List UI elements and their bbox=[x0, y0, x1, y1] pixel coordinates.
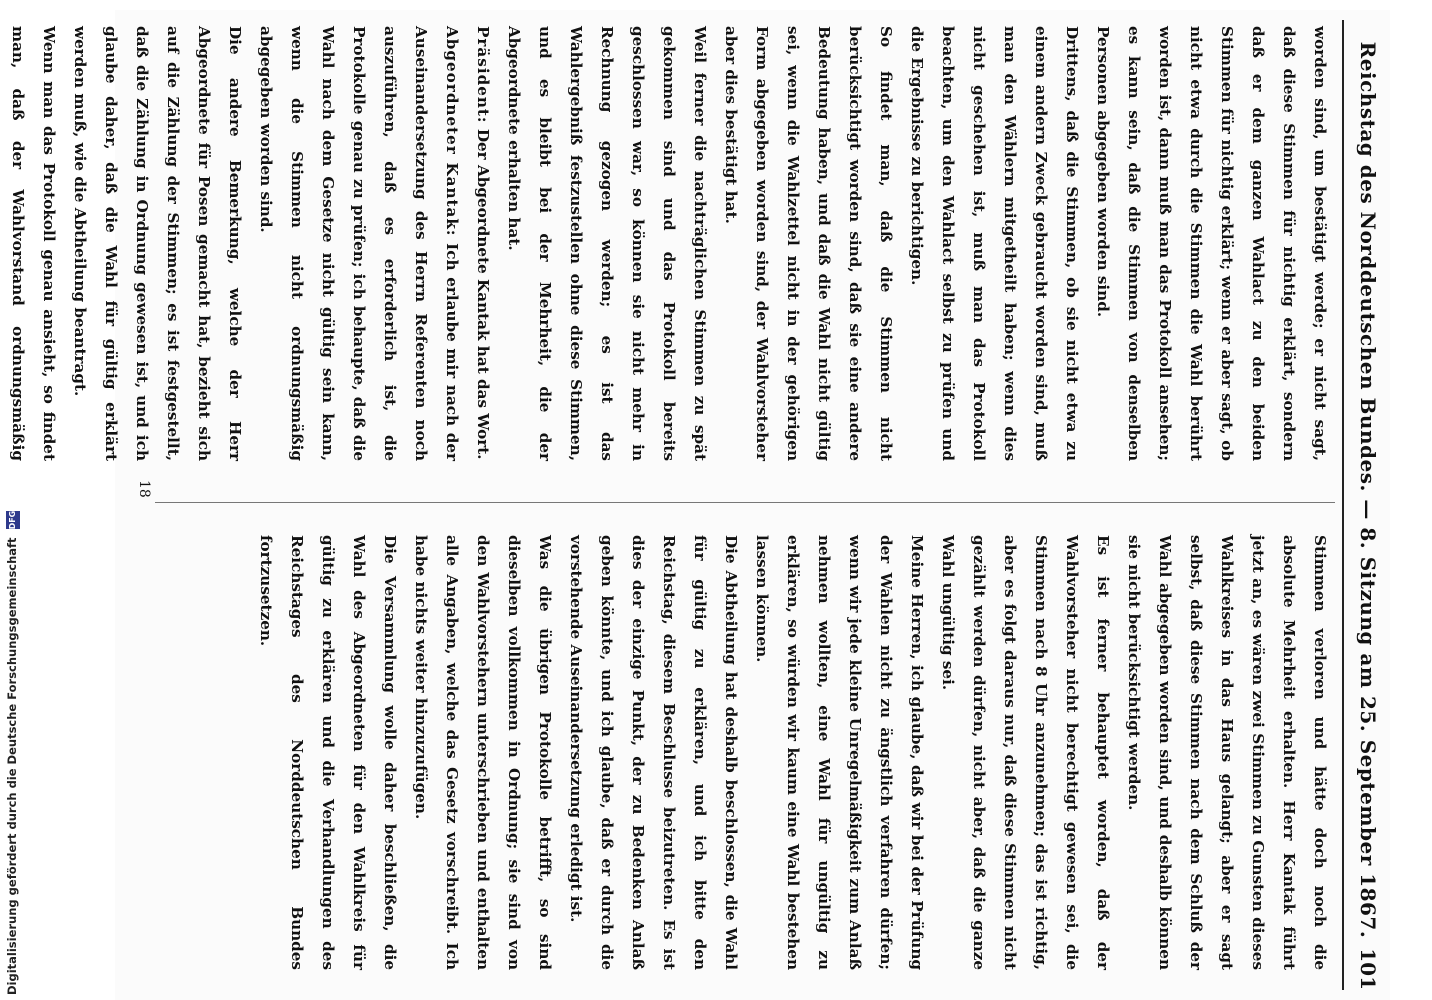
left-column bbox=[9, 26, 1335, 461]
speaker-paragraph bbox=[467, 26, 498, 461]
dfg-funding-stripe bbox=[2, 510, 22, 995]
speech-text: Der Abgeordnete Kantak hat das Wort. bbox=[474, 128, 492, 460]
paragraph: Meine Herren, ich glaube, daß wir bei der Prüfung der Wahlen nicht zu ängstlich verfahren dürfen; wenn wir jede kleine Unregelmäßigkeit zum Anlaß nehmen wollten, eine Wahl für ungültig zu erklären, so würden wir kaum eine Wahl bestehen lassen können. bbox=[753, 535, 926, 970]
paragraph: Es ist ferner behauptet worden, daß der Wahlvorsteher nicht berechtigt gewesen sei, die Stimmen nach 8 Uhr anzunehmen; das ist richtig, aber es folgt daraus nur, daß diese Stimmen nicht gezählt werden dürfen, nicht aber, daß die ganze Wahl ungültig sei. bbox=[939, 535, 1112, 970]
paragraph: So findet man, daß die Stimmen nicht berücksichtigt worden sind, daß sie eine andere Bedeutung haben, und daß die Wahl nicht gültig sei, wenn die Wahlzettel nicht in der gehörigen Form abgegeben worden sind, der Wahlvorsteher aber dies bestätigt hat. bbox=[722, 26, 895, 461]
right-column bbox=[165, 535, 1335, 970]
speech-text: Ich erlaube mir nach der Auseinandersetzung des Herrn Referenten noch auszuführen, daß es erforderlich ist, die Protokolle genau zu prüfen; ich behaupte, daß die Wahl nach dem Gesetze nicht gültig sein kann, wenn die Stimmen nicht ordnungsmäßig abgegeben worden sind. bbox=[257, 26, 461, 461]
speaker-name: Präsident: bbox=[474, 26, 492, 124]
page-number: 101 bbox=[1356, 948, 1380, 990]
paragraph: Drittens, daß die Stimmen, ob sie nicht etwa zu einem andern Zweck gebraucht worden sind, muß man den Wählern mitgetheilt haben; wenn dies nicht geschehen ist, muß man das Protokoll beachten, um den Wahlact selbst zu prüfen und die Ergebnisse zu berichtigen. bbox=[908, 26, 1081, 461]
paragraph: Die Abtheilung hat deshalb beschlossen, die Wahl für gültig zu erklären, und ich bitte den Reichstag, diesem Beschlusse beizutreten. Es ist dies der einzige Punkt, der zu Bedenken Anlaß geben könnte, und ich glaube, daß er durch die vorstehende Auseinandersetzung erledigt ist. bbox=[567, 535, 740, 970]
dfg-funding-text bbox=[2, 510, 22, 995]
dfg-logo-icon: DFG bbox=[6, 511, 20, 529]
paragraph: Die andere Bemerkung, welche der Herr Abgeordnete für Posen gemacht hat, bezieht sich auf die Zählung der Stimmen; es ist festgestellt, daß die Zählung in Ordnung gewesen ist, und ich glaube daher, daß die Wahl für gültig erklärt werden muß, wie die Abtheilung beantragt. bbox=[71, 26, 244, 461]
paragraph: Die Versammlung wolle daher beschließen, die Wahl des Abgeordneten für den Wahlkreis für gültig zu erklären und die Verhandlungen des Reichstages des Norddeutschen Bundes fortzusetzen. bbox=[257, 535, 399, 970]
paragraph: Was die übrigen Protokolle betrifft, so sind dieselben vollkommen in Ordnung; sie sind von den Wahlvorstehern unterschrieben und enthalten alle Angaben, welche das Gesetz vorschreibt. Ich habe nichts weiter hinzuzufügen. bbox=[412, 535, 554, 970]
paragraph: Wenn man das Protokoll genau ansieht, so findet man, daß der Wahlvorstand ordnungsmäßig bbox=[9, 26, 58, 461]
speaker-name: Abgeordneter Kantak: bbox=[443, 26, 461, 237]
paragraph: worden sind, um bestätigt werde; er nicht sagt, daß diese Stimmen für nichtig erklärt, sondern daß er dem ganzen Wahlact zu den beiden Stimmen für nichtig erklärt; wenn er aber sagt, ob nicht etwa durch die Stimmen die Wahl berührt worden ist, dann muß man das Protokoll ansehen; es kann sein, daß die Stimmen von denselben Personen abgegeben worden sind. bbox=[1094, 26, 1329, 461]
dfg-funding-label: Digitalisierung gefördert durch die Deutsche Forschungsgemeinschaft bbox=[5, 537, 19, 995]
paragraph: Weil ferner die nachträglichen Stimmen zu spät gekommen sind und das Protokoll bereits geschlossen war, so können sie nicht mehr in Rechnung gezogen werden; es ist das Wahlergebniß festzustellen ohne diese Stimmen, und es bleibt bei der Mehrheit, die der Abgeordnete erhalten hat. bbox=[505, 26, 709, 461]
header-rule bbox=[1342, 20, 1344, 990]
page-header bbox=[1350, 10, 1390, 1000]
printer-signature: 18 bbox=[136, 480, 152, 498]
paragraph: Stimmen verloren und hätte doch noch die absolute Mehrheit erhalten. Herr Kantak führt jetzt an, es wären zwei Stimmen zu Gunsten dieses Wahlkreises in das Haus gelangt; aber er sagt selbst, daß diese Stimmen nach dem Schluß der Wahl abgegeben worden sind, und deshalb können sie nicht berücksichtigt werden. bbox=[1125, 535, 1329, 970]
speaker-paragraph bbox=[250, 26, 467, 461]
column-divider bbox=[155, 502, 1335, 503]
page-title: Reichstag des Norddeutschen Bundes. — 8. Sitzung am 25. September 1867. bbox=[1356, 41, 1380, 939]
